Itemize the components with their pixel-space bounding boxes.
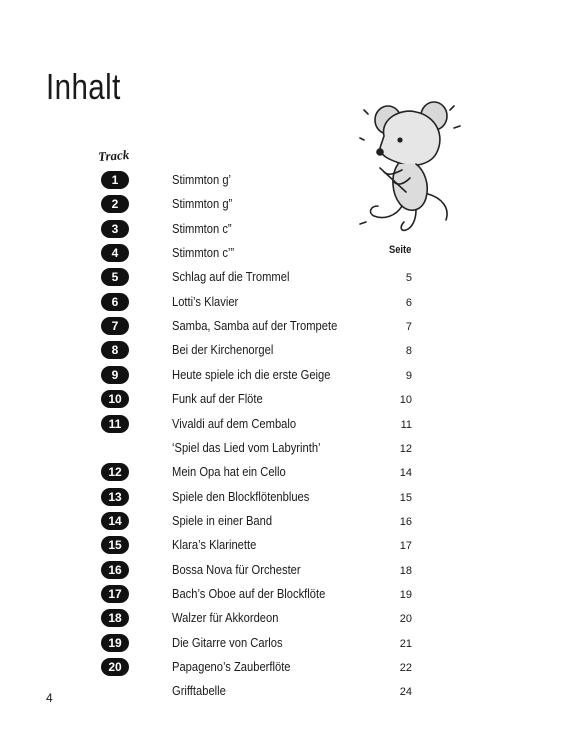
entry-page: 16 <box>399 515 412 528</box>
entry-title: Bossa Nova für Orchester <box>172 561 301 577</box>
entry-page: 22 <box>399 662 412 674</box>
entry-title: Bei der Kirchenorgel <box>172 342 274 358</box>
track-badge: 14 <box>101 512 129 530</box>
track-badge: 12 <box>101 463 129 481</box>
contents-row <box>0 193 563 217</box>
track-badge: 3 <box>101 220 129 238</box>
track-column-label: Track <box>97 146 130 165</box>
entry-title: Walzer für Akkordeon <box>172 610 279 626</box>
entry-title: Funk auf der Flöte <box>172 391 263 407</box>
track-badge: 2 <box>101 195 129 213</box>
contents-row <box>0 461 563 485</box>
entry-page: 24 <box>399 686 412 699</box>
entry-title: Stimmton g” <box>172 196 233 212</box>
contents-row <box>0 680 563 704</box>
entry-title: Stimmton c” <box>172 220 232 236</box>
entry-page: 21 <box>399 637 412 650</box>
entry-page: 8 <box>405 345 412 358</box>
contents-row <box>0 559 563 583</box>
page-title: Inhalt <box>46 66 121 107</box>
page-column-label: Seite <box>389 244 412 256</box>
contents-row <box>0 315 563 339</box>
track-badge: 10 <box>101 390 129 408</box>
track-badge: 13 <box>101 488 129 506</box>
track-badge: 1 <box>101 171 129 189</box>
contents-row <box>0 534 563 558</box>
contents-row <box>0 364 563 388</box>
track-badge: 7 <box>101 317 129 335</box>
entry-title: Heute spiele ich die erste Geige <box>172 366 331 382</box>
contents-row <box>0 242 563 266</box>
contents-row <box>0 266 563 290</box>
track-badge: 5 <box>101 268 129 286</box>
track-badge: 16 <box>101 561 129 579</box>
contents-row <box>0 583 563 607</box>
entry-page: 11 <box>400 418 412 431</box>
entry-title: Samba, Samba auf der Trompete <box>172 318 338 334</box>
entry-page: 10 <box>399 394 412 407</box>
entry-title: Schlag auf die Trommel <box>172 269 290 285</box>
page-number: 4 <box>46 691 53 705</box>
contents-row <box>0 388 563 412</box>
entry-page: 6 <box>405 296 412 309</box>
entry-title: Stimmton c’” <box>172 245 235 261</box>
contents-row <box>0 632 563 656</box>
entry-title: Papageno’s Zauberflöte <box>172 659 291 674</box>
track-badge: 8 <box>101 341 129 359</box>
contents-row <box>0 486 563 510</box>
track-badge: 4 <box>101 244 129 262</box>
entry-title: ‘Spiel das Lied vom Labyrinth’ <box>172 439 321 455</box>
entry-title: Vivaldi auf dem Cembalo <box>172 415 297 431</box>
entry-page: 19 <box>399 588 412 601</box>
entry-page: 9 <box>405 369 412 382</box>
contents-row <box>0 510 563 534</box>
contents-row <box>0 218 563 242</box>
contents-row <box>0 169 563 193</box>
track-badge: 18 <box>101 609 129 627</box>
entry-title: Grifftabelle <box>172 683 226 699</box>
contents-row <box>0 291 563 315</box>
entry-title: Bach’s Oboe auf der Blockflöte <box>172 585 326 601</box>
contents-row <box>0 437 563 461</box>
entry-page: 15 <box>399 491 412 504</box>
entry-page: 18 <box>399 564 412 577</box>
track-badge: 6 <box>101 293 129 311</box>
entry-page: 17 <box>399 540 412 553</box>
track-badge: 17 <box>101 585 129 603</box>
contents-row <box>0 656 563 680</box>
track-badge: 11 <box>101 415 129 433</box>
entry-title: Stimmton g’ <box>172 172 232 187</box>
track-badge: 15 <box>101 536 129 554</box>
entry-title: Klara’s Klarinette <box>172 537 257 553</box>
contents-row <box>0 607 563 631</box>
entry-page: 12 <box>399 442 412 455</box>
entry-title: Spiele den Blockflötenblues <box>172 488 310 504</box>
track-badge: 19 <box>101 634 129 652</box>
entry-title: Lotti’s Klavier <box>172 293 239 309</box>
entry-page: 7 <box>405 321 412 334</box>
entry-title: Die Gitarre von Carlos <box>172 634 283 650</box>
contents-row <box>0 339 563 363</box>
entry-page: 20 <box>399 613 412 626</box>
entry-page: 5 <box>405 272 412 285</box>
entry-title: Mein Opa hat ein Cello <box>172 464 286 480</box>
track-badge: 9 <box>101 366 129 384</box>
track-badge: 20 <box>101 658 129 676</box>
contents-row <box>0 413 563 437</box>
entry-page: 14 <box>399 467 412 480</box>
entry-title: Spiele in einer Band <box>172 512 273 528</box>
